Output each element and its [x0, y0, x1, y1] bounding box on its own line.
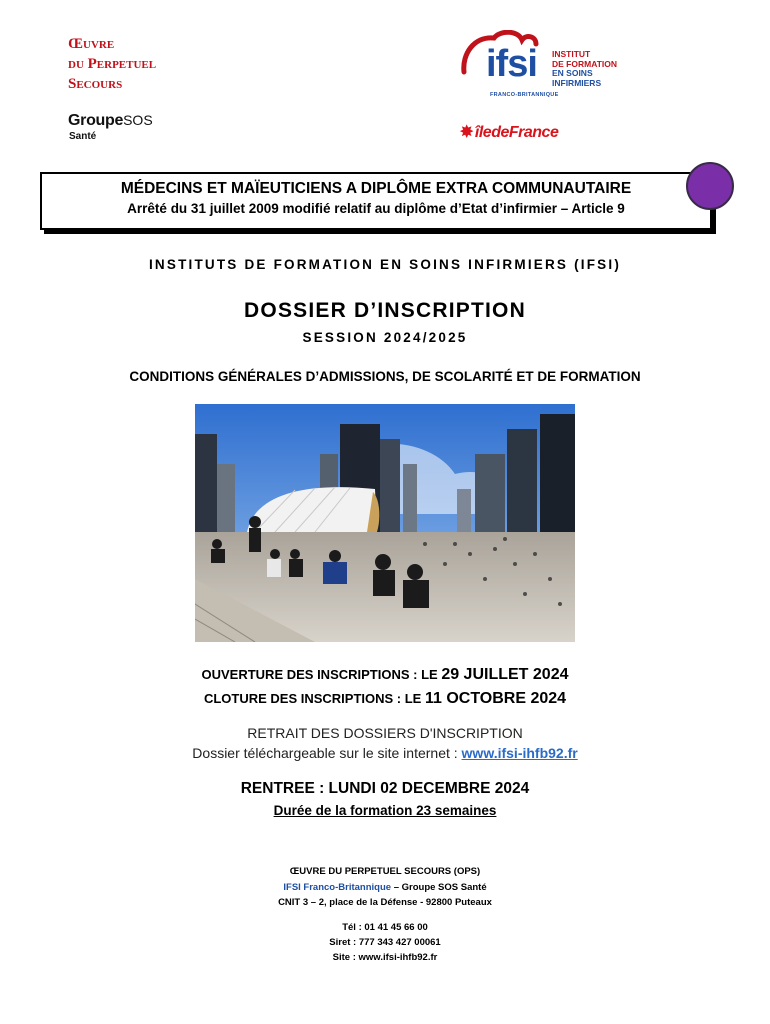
- ops-logo-line1: Œuvre: [68, 36, 115, 52]
- footer-ifsi: [0, 882, 770, 893]
- cloture-inscriptions: [0, 690, 770, 708]
- website-link[interactable]: www.ifsi-ihfb92.fr: [461, 745, 578, 761]
- ifsi-logo-word: ifsi: [486, 43, 537, 85]
- rentree-date: RENTREE : LUNDI 02 DECEMBRE 2024: [240, 780, 530, 797]
- sos-text: SOS: [123, 112, 153, 128]
- conditions-heading: CONDITIONS GÉNÉRALES D’ADMISSIONS, DE SCOLARITÉ ET DE FORMATION: [129, 369, 641, 384]
- footer-address: CNIT 3 – 2, place de la Défense - 92800 Puteaux: [278, 897, 492, 908]
- la-defense-photo: [195, 404, 575, 642]
- footer-siret: Siret : 777 343 427 00061: [329, 937, 441, 948]
- ifsi-line-4: INFIRMIERS: [552, 77, 602, 88]
- idf-text: îledeFrance: [474, 124, 559, 141]
- groupe-text: Groupe: [68, 112, 124, 129]
- cloture-label: CLOTURE DES INSCRIPTIONS : LE: [203, 691, 425, 706]
- title-box: [40, 172, 712, 230]
- footer-ifsi-name: IFSI Franco-Britannique: [283, 882, 392, 893]
- duree-formation: Durée de la formation 23 semaines: [273, 803, 497, 818]
- footer-site: Site : www.ifsi-ihfb92.fr: [332, 952, 438, 963]
- ile-de-france-logo: [460, 122, 558, 142]
- dossier-telechargeable: [0, 745, 770, 761]
- ouverture-label: OUVERTURE DES INSCRIPTIONS : LE: [201, 667, 442, 682]
- groupe-sos-logo: [68, 112, 153, 145]
- cloture-date: 11 OCTOBRE 2024: [424, 690, 567, 707]
- title-line-1: MÉDECINS ET MAÏEUTICIENS A DIPLÔME EXTRA COMMUNAUTAIRE: [120, 180, 632, 197]
- ouverture-date: 29 JUILLET 2024: [441, 666, 569, 683]
- purple-circle-icon: [686, 162, 734, 210]
- ifsi-logo-sub: FRANCO-BRITANNIQUE: [490, 92, 559, 98]
- ifsi-line-3: EN SOINS: [552, 68, 593, 78]
- star-icon: ✸: [460, 124, 473, 141]
- footer-groupe: – Groupe SOS Santé: [391, 882, 487, 893]
- ops-logo-line3: Secours: [68, 76, 123, 92]
- ifsi-heading: INSTITUTS DE FORMATION EN SOINS INFIRMIERS (IFSI): [148, 257, 622, 272]
- title-line-2: Arrêté du 31 juillet 2009 modifié relatif au diplôme d’Etat d’infirmier – Article 9: [127, 201, 625, 216]
- footer-org: ŒUVRE DU PERPETUEL SECOURS (OPS): [289, 866, 481, 877]
- retrait-dossiers: RETRAIT DES DOSSIERS D'INSCRIPTION: [247, 725, 523, 741]
- ops-logo: [68, 34, 156, 94]
- ouverture-inscriptions: [0, 666, 770, 684]
- ifsi-line-1: INSTITUT: [552, 49, 591, 59]
- ifsi-line-2: DE FORMATION: [552, 58, 618, 69]
- sante-text: Santé: [69, 131, 97, 142]
- session-label: SESSION 2024/2025: [302, 330, 468, 345]
- page-title: DOSSIER D’INSCRIPTION: [244, 299, 526, 322]
- footer-tel: Tél : 01 41 45 66 00: [342, 922, 428, 933]
- ops-logo-line2: du Perpetuel: [68, 56, 157, 72]
- ifsi-logo-text: [552, 50, 617, 88]
- telechargeable-text: Dossier téléchargeable sur le site internet :: [192, 745, 462, 761]
